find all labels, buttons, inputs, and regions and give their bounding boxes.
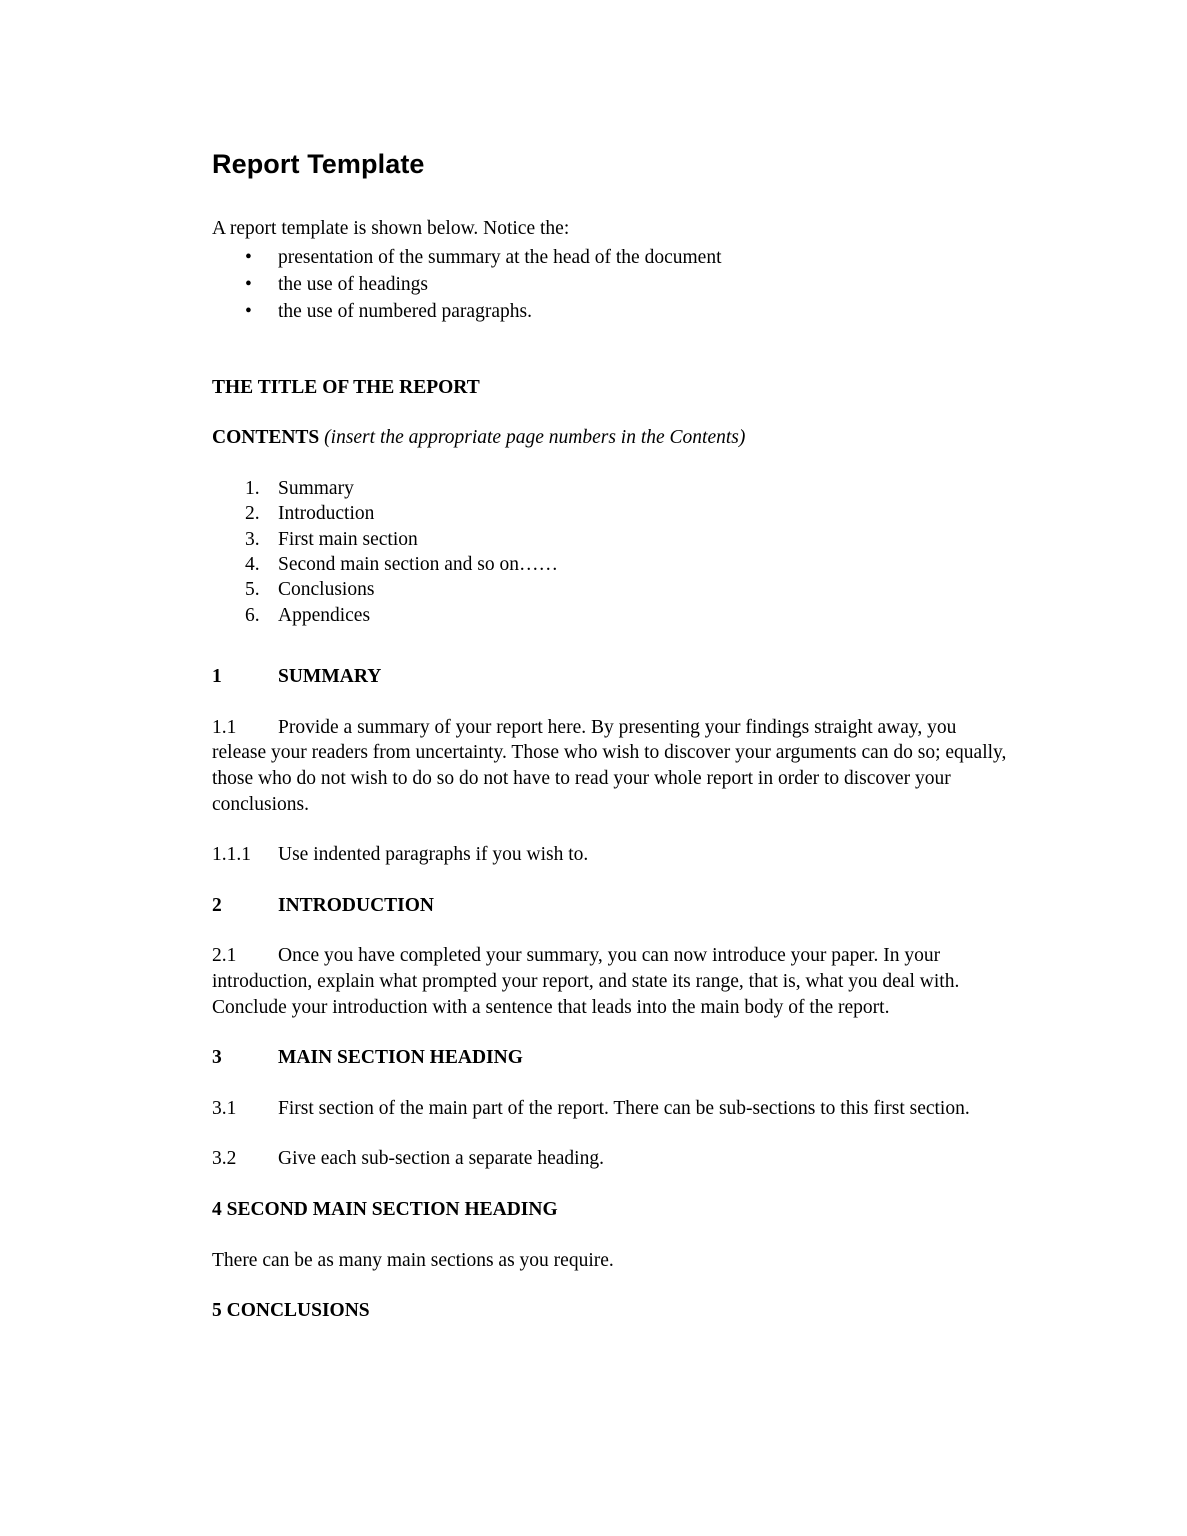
section-heading-4 — [212, 1197, 1007, 1223]
contents-list — [212, 476, 1007, 628]
list-item — [212, 527, 1007, 552]
intro-bullet-list — [212, 244, 1007, 325]
contents-label: CONTENTS — [212, 427, 320, 449]
section-heading-3 — [212, 1045, 1007, 1071]
numbered-paragraph-2-1 — [212, 943, 1007, 1020]
paragraph-text: Provide a summary of your report here. By presenting your findings straight away, you release your readers from uncertainty. Those who wish to discover your arguments can do so; equally, those who do not wish to do so do not have to read your whole report in order to discover your conclusions. — [212, 716, 1007, 815]
spacer — [212, 451, 1007, 476]
paragraph-number: 3.2 — [212, 1148, 237, 1170]
section-heading-5 — [212, 1298, 1007, 1324]
spacer — [212, 1121, 1007, 1146]
paragraph-number: 1.1.1 — [212, 844, 251, 866]
list-item-label: First main section — [278, 528, 418, 550]
paragraph-text: First section of the main part of the report. There can be sub-sections to this first section. — [278, 1097, 970, 1119]
numbered-paragraph-1-1 — [212, 715, 1007, 817]
list-item-label: presentation of the summary at the head of the document — [278, 246, 722, 268]
paragraph-number: 2.1 — [212, 945, 237, 967]
bullet-icon: • — [245, 273, 252, 295]
page-title: Report Template — [212, 149, 425, 179]
section-title: CONCLUSIONS — [221, 1300, 370, 1322]
list-item — [212, 501, 1007, 526]
list-item — [212, 577, 1007, 602]
list-item-label: Summary — [278, 477, 354, 499]
paragraph-number: 3.1 — [212, 1097, 237, 1119]
paragraph-number: 1.1 — [212, 716, 237, 738]
numbered-paragraph-1-1-1 — [212, 842, 1007, 868]
spacer — [212, 868, 1007, 893]
section-title: INTRODUCTION — [278, 894, 435, 916]
section-title: SUMMARY — [278, 666, 382, 688]
list-item — [212, 603, 1007, 628]
spacer — [212, 325, 1007, 375]
list-item-number: 1. — [245, 477, 260, 499]
list-item-label: the use of numbered paragraphs. — [278, 300, 532, 322]
bullet-icon: • — [245, 246, 252, 268]
list-item-label: the use of headings — [278, 273, 429, 295]
section-heading-2 — [212, 893, 1007, 919]
spacer — [212, 400, 1007, 425]
numbered-paragraph-3-1 — [212, 1096, 1007, 1122]
spacer — [212, 1020, 1007, 1045]
paragraph-text: Use indented paragraphs if you wish to. — [278, 844, 589, 866]
list-item-label: Introduction — [278, 503, 375, 525]
section-number: 4 — [212, 1198, 222, 1220]
list-item — [212, 298, 1007, 325]
section-number: 1 — [212, 666, 222, 688]
spacer — [212, 628, 1007, 664]
spacer — [212, 1071, 1007, 1096]
spacer — [212, 817, 1007, 842]
spacer — [212, 918, 1007, 943]
spacer — [212, 1223, 1007, 1248]
list-item — [212, 271, 1007, 298]
spacer — [212, 1172, 1007, 1197]
contents-heading — [212, 425, 1007, 451]
spacer — [212, 690, 1007, 715]
bullet-icon: • — [245, 300, 252, 322]
list-item-label: Appendices — [278, 604, 371, 626]
section-number: 5 — [212, 1300, 222, 1322]
section-heading-1 — [212, 664, 1007, 690]
report-title-heading: THE TITLE OF THE REPORT — [212, 376, 480, 398]
intro-line: A report template is shown below. Notice the: — [212, 218, 570, 239]
list-item-label: Conclusions — [278, 579, 375, 601]
list-item — [212, 476, 1007, 501]
document-content — [212, 148, 1007, 1324]
section-title: SECOND MAIN SECTION HEADING — [221, 1198, 558, 1220]
section-title: MAIN SECTION HEADING — [278, 1047, 523, 1069]
paragraph-text: Once you have completed your summary, you can now introduce your paper. In your introduction, explain what prompted your report, and state its range, that is, what you deal with. Conclude your introduction with a sentence that leads into the main body of the report. — [212, 945, 960, 1018]
contents-note: (insert the appropriate page numbers in the Contents) — [319, 427, 746, 449]
numbered-paragraph-3-2 — [212, 1146, 1007, 1172]
spacer — [212, 1273, 1007, 1298]
section-4-paragraph: There can be as many main sections as you require. — [212, 1249, 614, 1271]
list-item-number: 6. — [245, 604, 260, 626]
list-item-label: Second main section and so on…… — [278, 554, 558, 575]
section-number: 2 — [212, 894, 222, 916]
list-item-number: 5. — [245, 579, 260, 601]
paragraph-text: Give each sub-section a separate heading. — [278, 1148, 604, 1170]
list-item-number: 3. — [245, 528, 260, 550]
list-item-number: 4. — [245, 554, 260, 575]
list-item-number: 2. — [245, 503, 260, 525]
list-item — [212, 244, 1007, 271]
section-number: 3 — [212, 1047, 222, 1069]
list-item — [212, 552, 1007, 577]
